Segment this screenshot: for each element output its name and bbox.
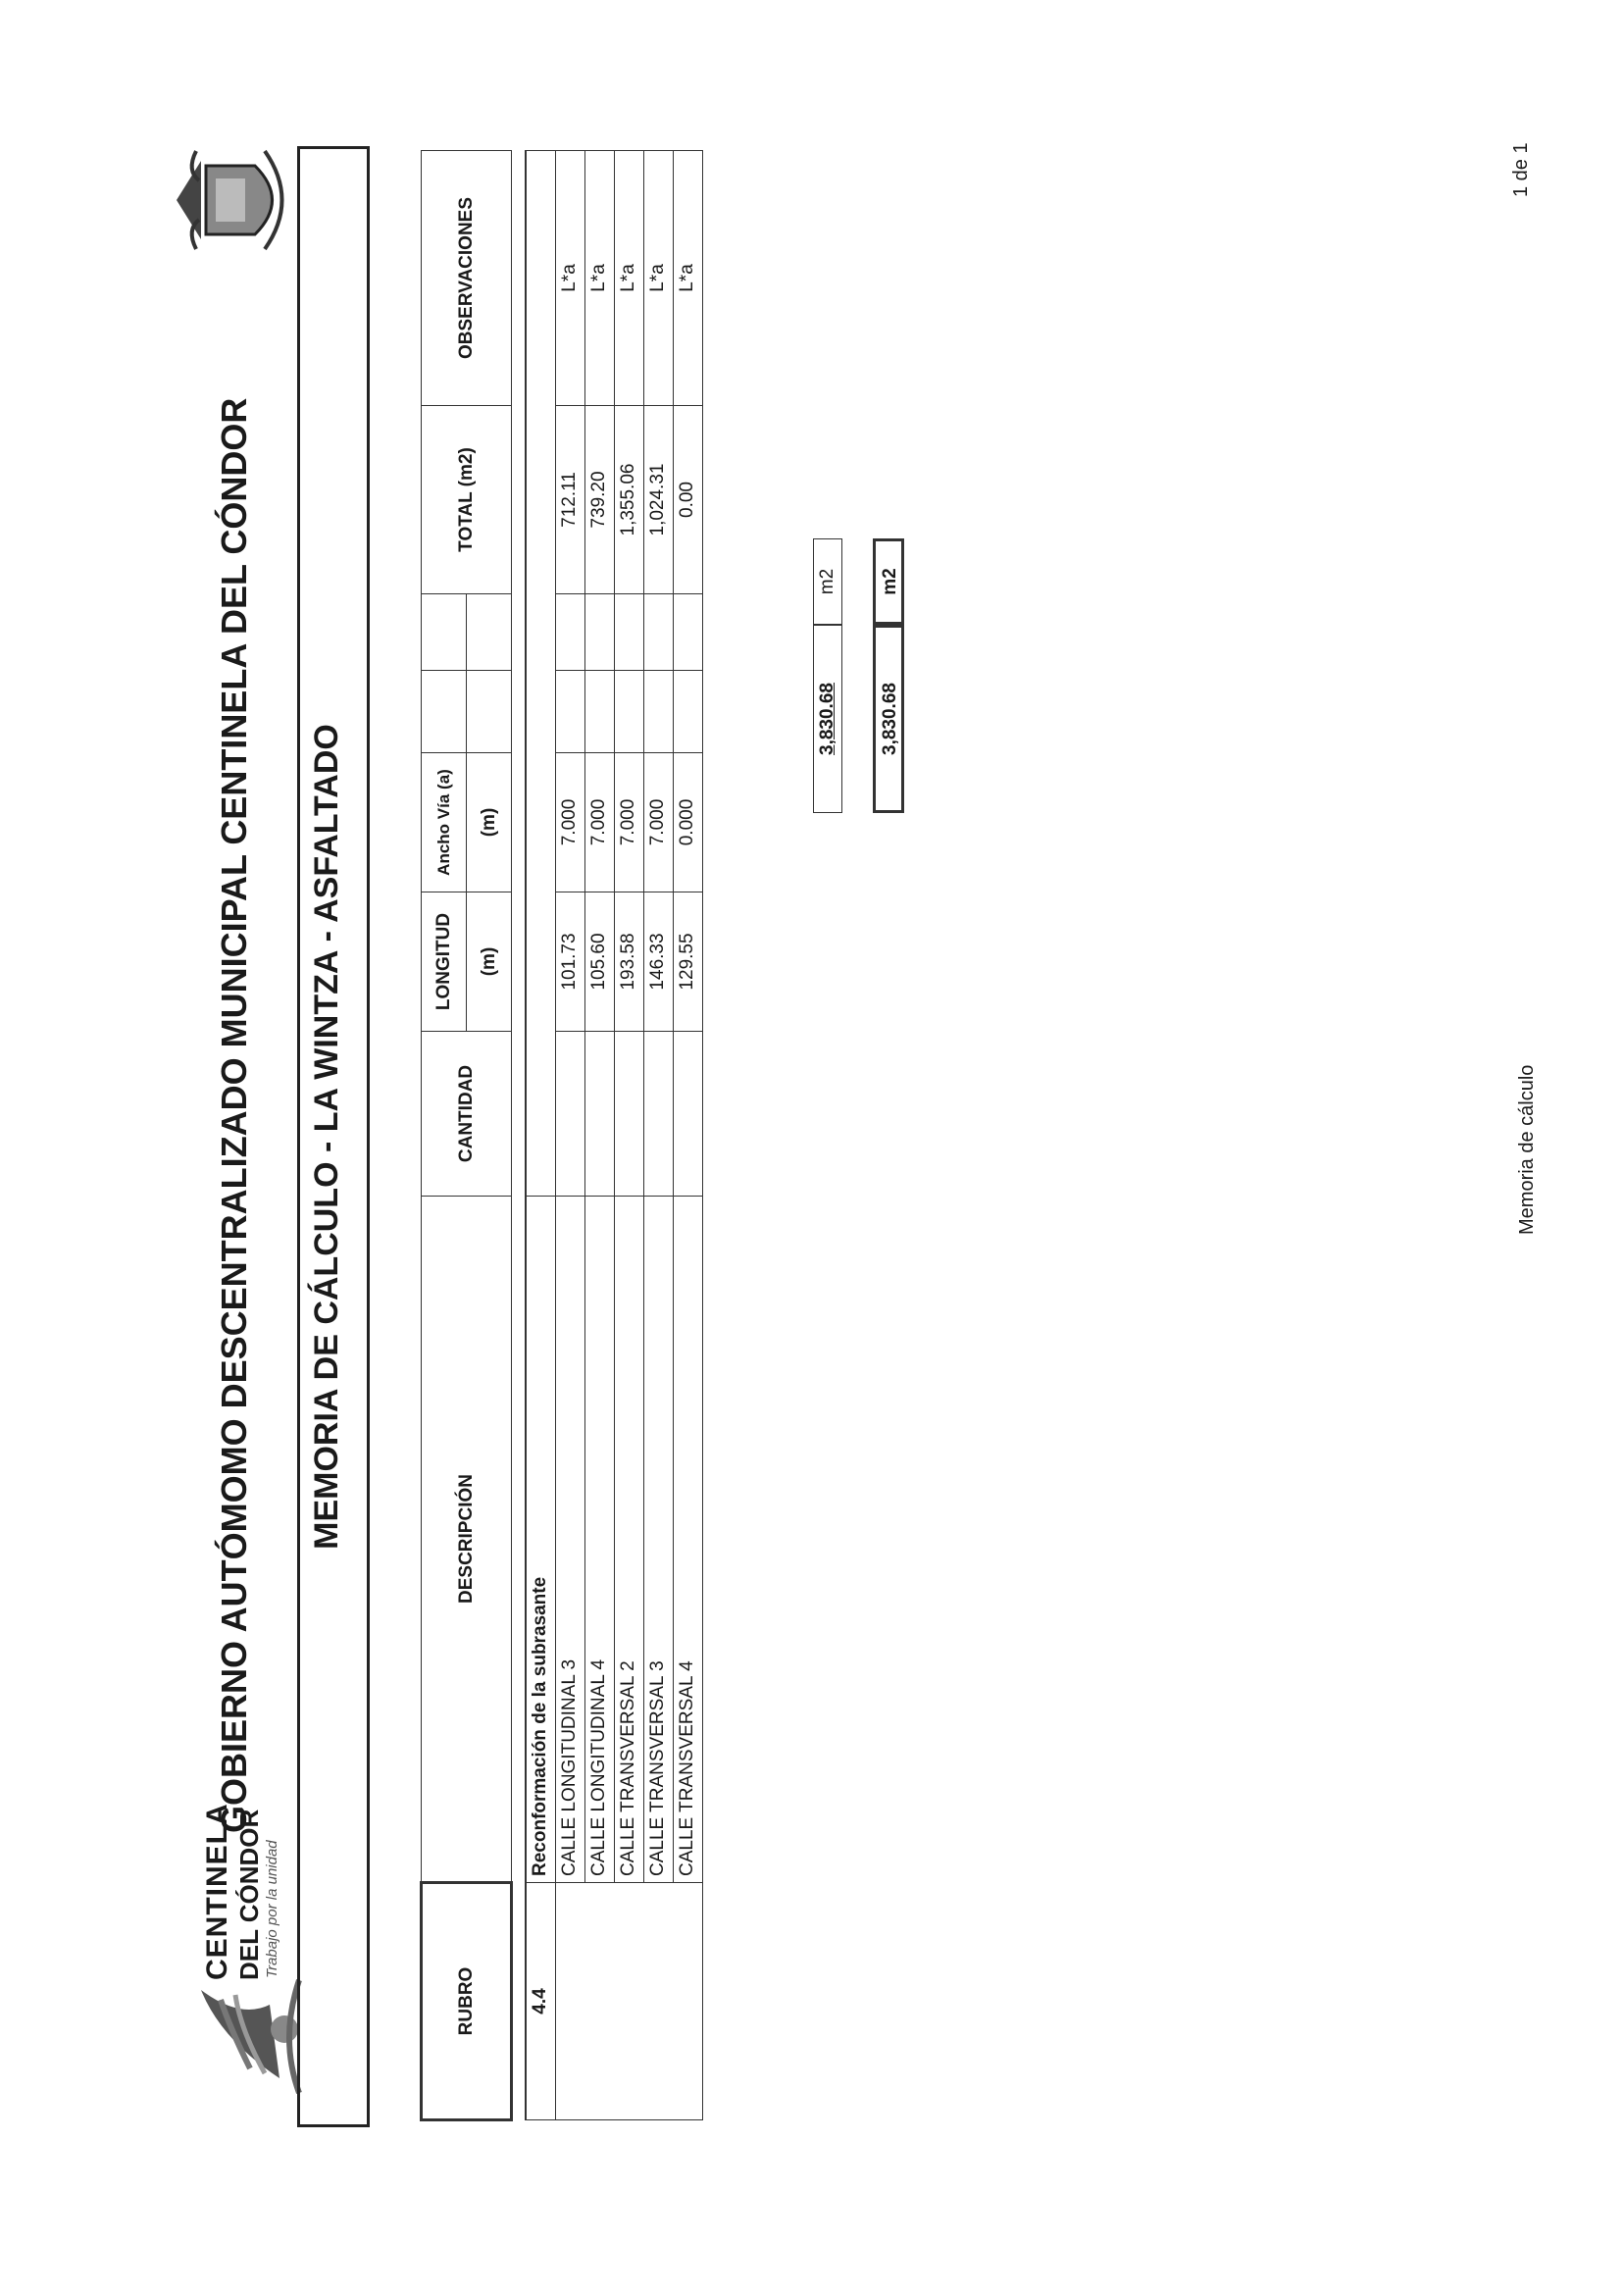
coat-of-arms-icon (172, 141, 299, 259)
row-obs: L*a (584, 151, 614, 406)
page-title: GOBIERNO AUTÓMOMO DESCENTRALIZADO MUNICIPAL CENTINELA DEL CÓNDOR (214, 397, 254, 1833)
table-row (614, 151, 643, 2120)
row-descripcion: CALLE LONGITUDINAL 4 (584, 1197, 614, 1883)
table-spacer (512, 151, 527, 2120)
row-obs: L*a (614, 151, 643, 406)
table-row (584, 151, 614, 2120)
row-ancho: 7.000 (584, 753, 614, 892)
row-total: 739.20 (584, 406, 614, 594)
footer-label: Memoria de cálculo (1516, 1064, 1538, 1235)
document-subtitle: MEMORIA DE CÁLCULO - LA WINTZA - ASFALTADO (308, 724, 345, 1550)
row-descripcion: CALLE TRANSVERSAL 3 (643, 1197, 673, 1883)
header-observaciones: OBSERVACIONES (422, 151, 512, 406)
grand-total-value: 3,830.68 (873, 625, 904, 813)
table-header-row-1 (422, 151, 467, 2120)
row-ancho: 0.000 (673, 753, 702, 892)
header-total: TOTAL (m2) (422, 406, 512, 594)
table-row (673, 151, 702, 2120)
section-rubro: 4.4 (526, 1883, 555, 2120)
coat-of-arms (172, 141, 299, 259)
row-longitud: 146.33 (643, 892, 673, 1032)
header-longitud: LONGITUD (422, 892, 467, 1032)
row-ancho: 7.000 (643, 753, 673, 892)
header-empty-4 (467, 594, 512, 671)
header-empty-1 (422, 671, 467, 753)
header-empty-3 (467, 671, 512, 753)
header-longitud-unit: (m) (467, 892, 512, 1032)
row-ancho: 7.000 (614, 753, 643, 892)
row-ancho: 7.000 (555, 753, 584, 892)
subtotal-value: 3,830.68 (813, 625, 842, 813)
row-total: 1,355.06 (614, 406, 643, 594)
row-longitud: 101.73 (555, 892, 584, 1032)
row-total: 712.11 (555, 406, 584, 594)
section-descripcion: Reconformación de la subrasante (526, 1197, 555, 1883)
table-row (643, 151, 673, 2120)
logo-text-2: DEL CÓNDOR (234, 1809, 264, 1980)
row-descripcion: CALLE TRANSVERSAL 2 (614, 1197, 643, 1883)
row-total: 1,024.31 (643, 406, 673, 594)
page-number: 1 de 1 (1510, 142, 1532, 197)
header-ancho-unit: (m) (467, 753, 512, 892)
row-total: 0.00 (673, 406, 702, 594)
header-ancho: Ancho Vía (a) (422, 753, 467, 892)
calculation-table (420, 150, 703, 2121)
row-longitud: 105.60 (584, 892, 614, 1032)
row-longitud: 193.58 (614, 892, 643, 1032)
table-row (555, 151, 584, 2120)
header-cantidad: CANTIDAD (422, 1032, 512, 1197)
subtotal-unit: m2 (813, 538, 842, 625)
header-descripcion: DESCRIPCIÓN (422, 1197, 512, 1883)
logo-tagline: Trabajo por la unidad (264, 1840, 280, 1978)
section-row (526, 151, 555, 2120)
row-obs: L*a (673, 151, 702, 406)
logo-text-1: CENTINELA (201, 1803, 233, 1980)
grand-total-unit: m2 (873, 538, 904, 625)
row-obs: L*a (643, 151, 673, 406)
header-rubro: RUBRO (422, 1883, 512, 2120)
row-obs: L*a (555, 151, 584, 406)
row-descripcion: CALLE TRANSVERSAL 4 (673, 1197, 702, 1883)
row-descripcion: CALLE LONGITUDINAL 3 (555, 1197, 584, 1883)
header-empty-2 (422, 594, 467, 671)
row-longitud: 129.55 (673, 892, 702, 1032)
